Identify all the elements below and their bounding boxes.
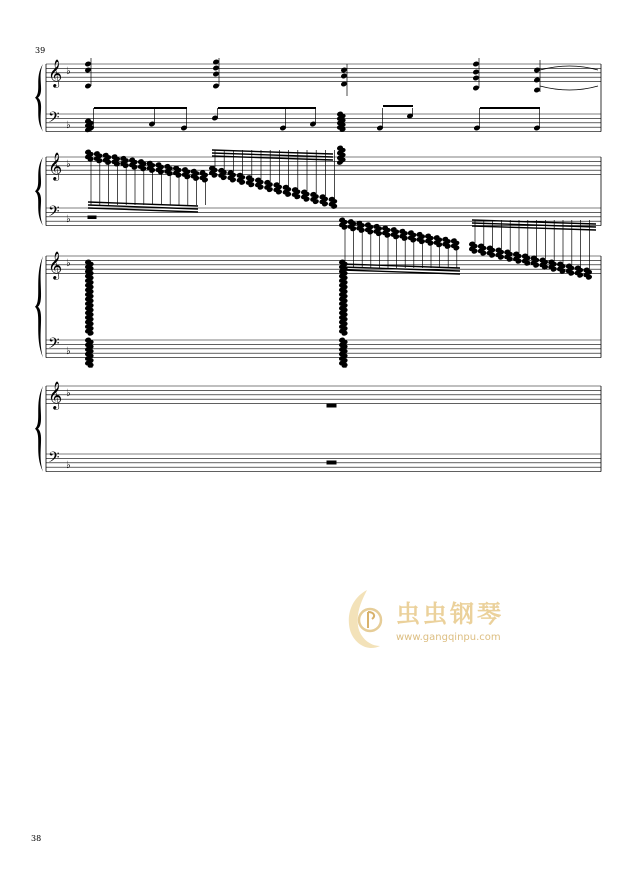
whole-rest: [327, 404, 336, 407]
note-head: [341, 81, 347, 86]
flat-icon: ♭: [66, 460, 71, 471]
page-number: 38: [31, 834, 42, 843]
tie: [540, 66, 598, 70]
note-head: [213, 71, 219, 76]
treble-clef-icon: 𝄞: [48, 152, 63, 180]
note-head: [473, 75, 479, 80]
whole-rest: [88, 216, 96, 219]
chord-note-head: [337, 160, 343, 165]
system-braces: [35, 64, 43, 472]
system-brace: [35, 386, 43, 472]
system-brace: [35, 157, 43, 226]
flat-icon: ♭: [66, 388, 71, 399]
flat-icon: ♭: [66, 66, 71, 77]
clefs: [48, 59, 71, 471]
flat-icon: ♭: [66, 346, 71, 357]
flat-icon: ♭: [66, 214, 71, 225]
treble-clef-icon: 𝄞: [48, 59, 63, 87]
treble-clef-icon: 𝄞: [48, 251, 63, 279]
note-head: [473, 61, 479, 66]
notes: [85, 58, 598, 464]
watermark: [342, 586, 542, 656]
staff-lines: [46, 64, 601, 472]
flat-icon: ♭: [66, 159, 71, 170]
system-brace: [35, 64, 43, 132]
treble-clef-icon: 𝄞: [48, 381, 63, 409]
bass-clef-icon: 𝄢: [48, 109, 60, 130]
bass-clef-icon: 𝄢: [48, 203, 60, 224]
note-head: [473, 69, 479, 74]
note-head: [213, 65, 219, 70]
watermark-logo-icon: [342, 586, 392, 656]
tie: [540, 86, 598, 90]
note-head: [534, 87, 540, 92]
barlines: [46, 64, 601, 472]
bass-clef-icon: 𝄢: [48, 449, 60, 470]
note-head: [85, 61, 91, 66]
whole-rest: [327, 461, 336, 464]
system-brace: [35, 256, 43, 358]
flat-icon: ♭: [66, 120, 71, 131]
bass-clef-icon: 𝄢: [48, 335, 60, 356]
measure-number: 39: [35, 46, 46, 55]
flat-icon: ♭: [66, 258, 71, 269]
note-head: [85, 83, 91, 88]
watermark-url: www.gangqinpu.com: [396, 632, 501, 643]
note-head: [341, 73, 347, 78]
note-head: [473, 85, 479, 90]
note-head: [213, 83, 219, 88]
watermark-title: 虫虫钢琴: [396, 600, 504, 628]
